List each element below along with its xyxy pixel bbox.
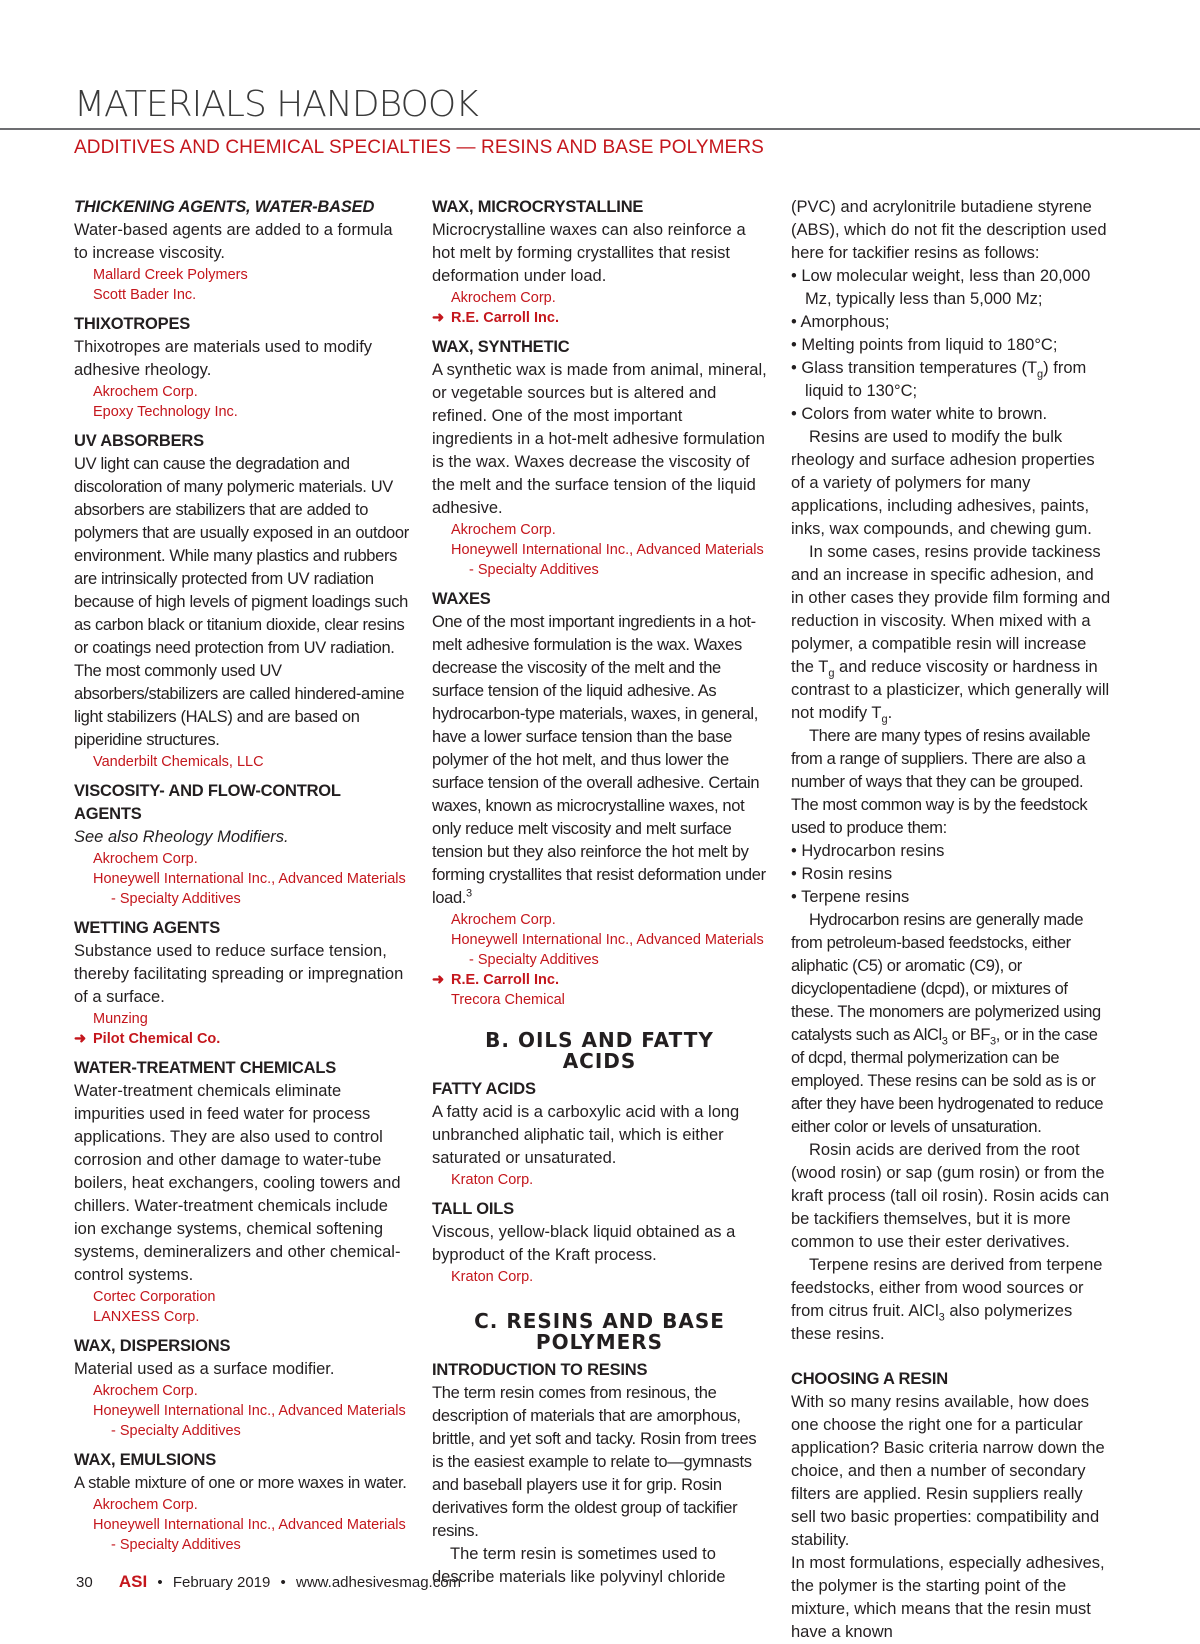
supplier-list	[74, 849, 409, 909]
supplier-link[interactable]: Akrochem Corp.	[451, 522, 556, 538]
supplier-link[interactable]: Kraton Corp.	[451, 1172, 534, 1188]
body-paragraph	[791, 909, 1111, 1139]
section-heading-b: B. OILS AND FATTY ACIDS	[485, 1028, 714, 1073]
section-heading-c: C. RESINS AND BASE POLYMERS	[474, 1309, 725, 1354]
entry-text: Thixotropes are materials used to modify adhesive rheology.	[74, 338, 373, 379]
arrow-icon: ➜	[432, 972, 445, 988]
bullet-item: • Colors from water white to brown.	[791, 405, 1048, 423]
supplier-link[interactable]: Akrochem Corp.	[93, 384, 198, 400]
supplier-link[interactable]: Akrochem Corp.	[93, 851, 198, 867]
subscript: g	[828, 667, 835, 680]
supplier-link[interactable]: Honeywell International Inc., Advanced Materials	[93, 871, 406, 887]
supplier-link[interactable]: LANXESS Corp.	[93, 1309, 200, 1325]
entry-heading: TALL OILS	[432, 1200, 514, 1218]
paragraph-text: also polymerizes these resins.	[791, 1302, 1073, 1343]
list-item: • Terpene resins	[791, 888, 910, 906]
supplier-link[interactable]: - Specialty Additives	[111, 1423, 241, 1439]
entry-heading: THIXOTROPES	[74, 315, 191, 333]
header-rule	[0, 128, 1200, 130]
paragraph-text: , or in the case of dcpd, thermal polymerization can be employed. These resins can be sold as is or after they have been hydrogenated to reduce either color or levels of unsaturation.	[791, 1026, 1104, 1136]
entry-text: Water-based agents are added to a formula to increase viscosity.	[74, 221, 393, 262]
supplier-link[interactable]: - Specialty Additives	[111, 1537, 241, 1553]
body-paragraph	[791, 1254, 1111, 1346]
body-paragraph: In most formulations, especially adhesives, the polymer is the starting point of the mixture, which means that the resin must have a known	[791, 1554, 1105, 1641]
body-paragraph: With so many resins available, how does one choose the right one for a particular application? Basic criteria narrow down the choice, and then a number of secondary filters are applied. Resin suppliers really sell two basic properties: compatibility and stability.	[791, 1393, 1105, 1549]
supplier-list	[432, 1170, 767, 1190]
paragraph-text: In some cases, resins provide tackiness and an increase in specific adhesion, and in other cases they provide film forming and reduction in viscosity. When mixed with a polymer, a compatible resin will increase the T	[791, 543, 1111, 676]
supplier-link[interactable]: Honeywell International Inc., Advanced Materials	[93, 1403, 406, 1419]
supplier-link[interactable]: Kraton Corp.	[451, 1269, 534, 1285]
entry-text: Material used as a surface modifier.	[74, 1360, 335, 1378]
column-2	[432, 196, 767, 1589]
entry-heading: VISCOSITY- AND FLOW-CONTROL AGENTS	[74, 782, 341, 823]
entry-heading: FATTY ACIDS	[432, 1080, 536, 1098]
entry-heading: WAX, SYNTHETIC	[432, 338, 570, 356]
subscript: 3	[938, 1311, 945, 1324]
list-item: • Rosin resins	[791, 865, 893, 883]
supplier-link[interactable]: Honeywell International Inc., Advanced Materials	[93, 1517, 406, 1533]
supplier-list	[432, 1267, 767, 1287]
supplier-link[interactable]: Munzing	[93, 1011, 148, 1027]
advertiser-supplier[interactable]	[74, 1029, 409, 1049]
body-paragraph: Rosin acids are derived from the root (wood rosin) or sap (gum rosin) or from the kraft process (tall oil rosin). Rosin acids can be tackifiers themselves, but it is more common to use their ester derivatives.	[791, 1141, 1110, 1251]
waxes-body: One of the most important ingredients in a hot-melt adhesive formulation is the wax. Waxes decrease the viscosity of the melt and the surface tension of the liquid adhesive. As hydrocarbon-type materials, waxes, in general, have a lower surface tension than the base polymer of the hot melt, and thus lower the surface tension of the overall adhesive. Certain waxes, known as microcrystalline waxes, not only reduce melt viscosity and melt surface tension but they also reinforce the hot melt by forming crystallites that resist deformation under load.	[432, 613, 766, 907]
entry-text: A synthetic wax is made from animal, mineral, or vegetable sources but is altered and refined. One of the most important ingredients in a hot-melt adhesive formulation is the wax. Waxes decrease the viscosity of the melt and the surface tension of the liquid adhesive.	[432, 361, 767, 517]
supplier-link[interactable]: Epoxy Technology Inc.	[93, 404, 238, 420]
entry-heading: WATER-TREATMENT CHEMICALS	[74, 1059, 337, 1077]
entry-heading: INTRODUCTION TO RESINS	[432, 1361, 648, 1379]
website-link[interactable]: www.adhesivesmag.com	[295, 1574, 462, 1591]
supplier-link[interactable]: Pilot Chemical Co.	[93, 1031, 221, 1047]
supplier-link[interactable]: Akrochem Corp.	[93, 1497, 198, 1513]
entry-text: Water-treatment chemicals eliminate impurities used in feed water for process applications. They are also used to control corrosion and other damage to water-tube boilers, heat exchangers, cooling towers and chillers. Water-treatment chemicals include ion exchange systems, chemical softening systems, demineralizers and other chemical-control systems.	[74, 1082, 401, 1284]
supplier-link[interactable]: Honeywell International Inc., Advanced Materials	[451, 542, 764, 558]
entry-heading: WAX, MICROCRYSTALLINE	[432, 198, 644, 216]
body-paragraph: There are many types of resins available from a range of suppliers. There are also a number of ways that they can be grouped. The most common way is by the feedstock used to produce them:	[791, 727, 1091, 837]
supplier-link[interactable]: R.E. Carroll Inc.	[451, 310, 559, 326]
footnote-ref: 3	[466, 887, 472, 900]
body-paragraph	[791, 541, 1111, 725]
body-paragraph: Resins are used to modify the bulk rheology and surface adhesion properties of a variety of polymers for many applications, including adhesives, paints, inks, wax compounds, and chewing gum.	[791, 428, 1095, 538]
issue-date: February 2019	[172, 1574, 271, 1591]
body-paragraph: (PVC) and acrylonitrile butadiene styrene (ABS), which do not fit the description used here for tackifier resins as follows:	[791, 198, 1107, 262]
publication-logo: ASI	[118, 1572, 148, 1591]
bullet-item: • Melting points from liquid to 180°C;	[791, 336, 1058, 354]
paragraph-text: Terpene resins are derived from terpene feedstocks, either from wood sources or from citrus fruit. AlCl	[791, 1256, 1103, 1320]
footer-separator: •	[280, 1574, 286, 1591]
entry-heading: CHOOSING A RESIN	[791, 1370, 948, 1388]
subscript: 3	[990, 1035, 996, 1048]
supplier-list	[74, 382, 409, 422]
supplier-link[interactable]: Vanderbilt Chemicals, LLC	[93, 754, 264, 770]
entry-heading: WAXES	[432, 590, 491, 608]
paragraph-text: Hydrocarbon resins are generally made from petroleum-based feedstocks, either aliphatic (C5) or aromatic (C9), or dicyclopentadiene (dcpd), or mixtures of these. The monomers are polymerized using catalysts such as AlCl	[791, 911, 1101, 1044]
advertiser-supplier[interactable]	[432, 970, 767, 990]
supplier-list	[74, 265, 409, 305]
supplier-list	[432, 910, 767, 1010]
entry-text: Microcrystalline waxes can also reinforce a hot melt by forming crystallites that resist deformation under load.	[432, 221, 746, 285]
paragraph-text: or BF	[947, 1026, 991, 1044]
supplier-link[interactable]: Akrochem Corp.	[93, 1383, 198, 1399]
entry-text: UV light can cause the degradation and discoloration of many polymeric materials. UV absorbers are stabilizers that are added to polymers that are usually exposed in an outdoor environment. While many plastics and rubbers are intrinsically protected from UV radiation because of high levels of pigment loadings such as carbon black or titanium dioxide, clear resins or coatings need protection from UV radiation. The most commonly used UV absorbers/stabilizers are called hindered-amine light stabilizers (HALS) and are based on piperidine structures.	[74, 455, 409, 749]
bullet-item: • Low molecular weight, less than 20,000 Mz, typically less than 5,000 Mz;	[791, 267, 1091, 308]
entry-text: A stable mixture of one or more waxes in water.	[74, 1474, 407, 1492]
handbook-title: MATERIALS HANDBOOK	[74, 84, 478, 125]
bullet-item	[791, 357, 1111, 403]
supplier-link[interactable]: Trecora Chemical	[451, 992, 565, 1008]
subscript: 3	[941, 1035, 948, 1048]
supplier-list	[432, 520, 767, 580]
supplier-link[interactable]: Akrochem Corp.	[451, 290, 556, 306]
supplier-link[interactable]: Cortec Corporation	[93, 1289, 216, 1305]
column-1	[74, 196, 409, 1555]
bullet-text: • Glass transition temperatures (T	[791, 359, 1038, 377]
bullet-item: • Amorphous;	[791, 313, 890, 331]
page-number: 30	[76, 1574, 93, 1591]
supplier-link[interactable]: Akrochem Corp.	[451, 912, 556, 928]
entry-text: A fatty acid is a carboxylic acid with a long unbranched aliphatic tail, which is either saturated or unsaturated.	[432, 1103, 740, 1167]
supplier-list	[74, 752, 409, 772]
arrow-icon: ➜	[432, 310, 445, 326]
subscript: g	[881, 713, 888, 726]
supplier-link[interactable]: - Specialty Additives	[469, 952, 599, 968]
supplier-list	[74, 1381, 409, 1441]
entry-heading: WAX, DISPERSIONS	[74, 1337, 231, 1355]
entry-heading: WETTING AGENTS	[74, 919, 220, 937]
footer-separator: •	[157, 1574, 163, 1591]
entry-heading: THICKENING AGENTS, WATER-BASED	[74, 198, 375, 216]
supplier-link[interactable]: Honeywell International Inc., Advanced Materials	[451, 932, 764, 948]
page-footer	[76, 1572, 461, 1592]
supplier-list	[74, 1495, 409, 1555]
supplier-link[interactable]: Scott Bader Inc.	[93, 287, 197, 303]
bullet-text: ) from liquid to 130°C;	[805, 359, 1087, 400]
paragraph-text: .	[887, 704, 893, 722]
entry-text: The term resin comes from resinous, the description of materials that are amorphous, brittle, and yet soft and tacky. Rosin from trees is the easiest example to relate to—gymnasts and baseball players use it for grip. Rosin derivatives form the oldest group of tackifier resins.	[432, 1384, 757, 1540]
supplier-link[interactable]: Mallard Creek Polymers	[93, 267, 248, 283]
entry-text: Substance used to reduce surface tension, thereby facilitating spreading or impregnation of a surface.	[74, 942, 404, 1006]
subscript: g	[1037, 368, 1044, 381]
section-subtitle: ADDITIVES AND CHEMICAL SPECIALTIES — RESINS AND BASE POLYMERS	[74, 137, 764, 158]
supplier-list	[432, 288, 767, 328]
entry-text: See also Rheology Modifiers.	[74, 828, 289, 846]
advertiser-supplier[interactable]	[432, 308, 767, 328]
entry-heading: UV ABSORBERS	[74, 432, 204, 450]
entry-text: Viscous, yellow-black liquid obtained as a byproduct of the Kraft process.	[432, 1223, 736, 1264]
supplier-list	[74, 1009, 409, 1049]
entry-heading: WAX, EMULSIONS	[74, 1451, 217, 1469]
entry-text: The term resin is sometimes used to describe materials like polyvinyl chloride	[432, 1545, 726, 1586]
supplier-link[interactable]: R.E. Carroll Inc.	[451, 972, 559, 988]
paragraph-text: and reduce viscosity or hardness in contrast to a plasticizer, which generally will not modify T	[791, 658, 1110, 722]
arrow-icon: ➜	[74, 1031, 87, 1047]
supplier-list	[74, 1287, 409, 1327]
entry-text	[432, 611, 767, 910]
supplier-link[interactable]: - Specialty Additives	[469, 562, 599, 578]
list-item: • Hydrocarbon resins	[791, 842, 945, 860]
supplier-link[interactable]: - Specialty Additives	[111, 891, 241, 907]
column-3	[791, 196, 1111, 1644]
